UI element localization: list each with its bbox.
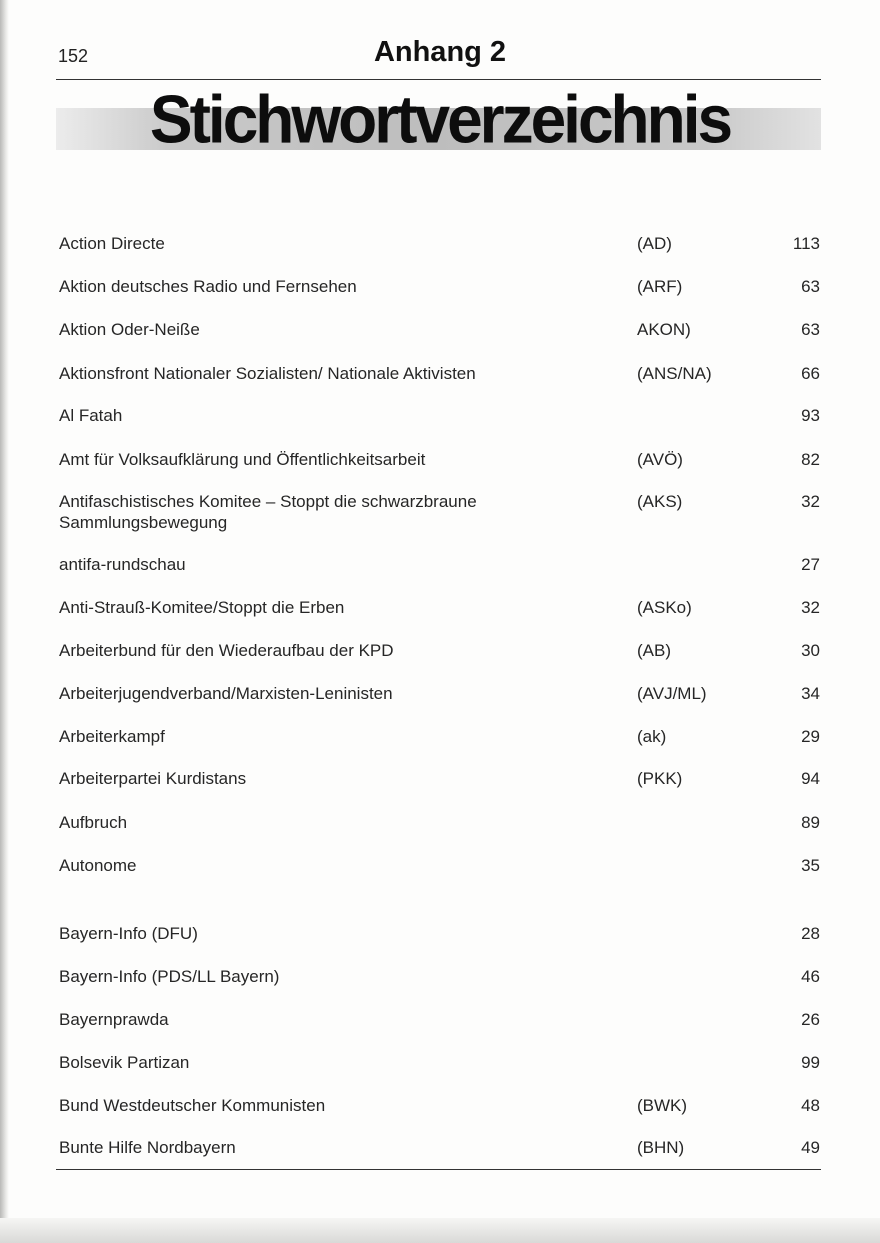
entry-abbreviation: (AB)	[637, 641, 671, 660]
entry-page: 28	[801, 924, 820, 943]
entry-term: Bund Westdeutscher Kommunisten	[59, 1096, 326, 1115]
page-title: Stichwortverzeichnis	[149, 80, 731, 158]
page-number: 152	[58, 46, 89, 66]
entry-page: 113	[792, 234, 820, 253]
entry-abbreviation: (AD)	[637, 234, 672, 253]
entry-page: 82	[801, 450, 820, 469]
entry-term: Arbeiterkampf	[59, 727, 165, 746]
section-heading: Anhang 2	[373, 36, 507, 68]
entry-abbreviation: (AVÖ)	[637, 450, 683, 469]
entry-term: Aktion Oder-Neiße	[59, 320, 200, 339]
entry-page: 32	[801, 492, 820, 511]
page-edge-shadow	[0, 1218, 880, 1243]
entry-term: Arbeiterbund für den Wiederaufbau der KPD	[59, 641, 394, 660]
entry-term: Al Fatah	[59, 406, 123, 425]
entry-page: 94	[801, 769, 820, 788]
entry-term: Arbeiterpartei Kurdistans	[59, 769, 247, 788]
entry-page: 35	[801, 856, 820, 875]
entry-page: 29	[801, 727, 820, 746]
bottom-rule	[56, 1169, 821, 1170]
entry-page: 46	[801, 967, 820, 986]
entry-term: Bolsevik Partizan	[59, 1053, 190, 1072]
entry-term: Anti-Strauß-Komitee/Stoppt die Erben	[59, 598, 345, 617]
entry-term: Aktionsfront Nationaler Sozialisten/ Nationale Aktivisten	[59, 364, 476, 383]
entry-term: Aufbruch	[59, 813, 128, 832]
entry-term: Aktion deutsches Radio und Fernsehen	[59, 277, 357, 296]
entry-page: 93	[801, 406, 820, 425]
entry-term: Bayern-Info (PDS/LL Bayern)	[59, 967, 280, 986]
entry-term: Arbeiterjugendverband/Marxisten-Leninisten	[59, 684, 393, 703]
entry-page: 99	[801, 1053, 820, 1072]
entry-term: Autonome	[59, 856, 137, 875]
entry-abbreviation: (BWK)	[637, 1096, 688, 1115]
entry-term: Bayernprawda	[59, 1010, 169, 1029]
entry-term: Bunte Hilfe Nordbayern	[59, 1138, 236, 1157]
entry-abbreviation: (ak)	[637, 727, 667, 746]
entry-page: 27	[801, 555, 820, 574]
entry-page: 66	[801, 364, 820, 383]
entry-abbreviation: (PKK)	[637, 769, 683, 788]
entry-page: 89	[801, 813, 820, 832]
entry-term: antifa-rundschau	[59, 555, 186, 574]
entry-page: 26	[801, 1010, 820, 1029]
entry-term: Amt für Volksaufklärung und Öffentlichkeitsarbeit	[59, 450, 426, 469]
entry-abbreviation: (BHN)	[637, 1138, 685, 1157]
entry-term: Bayern-Info (DFU)	[59, 924, 198, 943]
entry-term: Antifaschistisches Komitee – Stoppt die schwarzbraune Sammlungsbewegung	[59, 492, 477, 532]
entry-page: 34	[801, 684, 820, 703]
entry-abbreviation: (ARF)	[637, 277, 683, 296]
entry-page: 32	[801, 598, 820, 617]
entry-abbreviation: (ANS/NA)	[637, 364, 712, 383]
entry-page: 30	[801, 641, 820, 660]
entry-abbreviation: AKON)	[637, 320, 691, 339]
entry-abbreviation: (AKS)	[637, 492, 683, 511]
entry-abbreviation: (ASKo)	[637, 598, 692, 617]
entry-page: 49	[801, 1138, 820, 1157]
entry-page: 48	[801, 1096, 820, 1115]
entry-abbreviation: (AVJ/ML)	[637, 684, 707, 703]
entry-page: 63	[801, 277, 820, 296]
entry-page: 63	[801, 320, 820, 339]
entry-term: Action Directe	[59, 234, 165, 253]
